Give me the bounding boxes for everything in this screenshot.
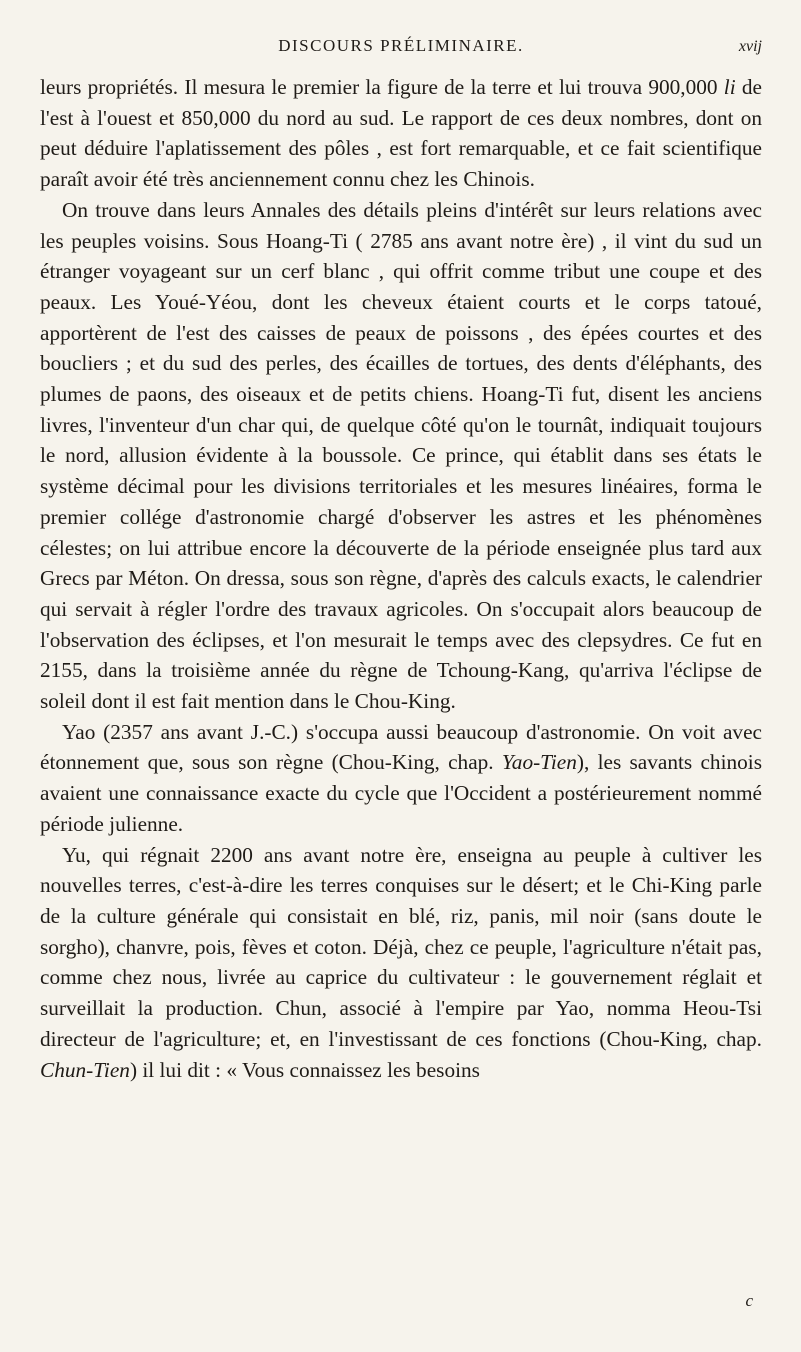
paragraph-1-text-a: leurs propriétés. Il mesura le premier la figure de la terre et lui trouva 900,000	[40, 75, 724, 99]
running-title: DISCOURS PRÉLIMINAIRE.	[278, 36, 524, 55]
paragraph-2-text: On trouve dans leurs Annales des détails pleins d'intérêt sur leurs relations avec les peuples voisins. Sous Hoang-Ti ( 2785 ans avant notre ère) , il vint du sud un étranger voyageant sur un cerf blanc , qui offrit comme tribut une coupe et des peaux. Les Youé-Yéou, dont les cheveux étaient courts et le corps tatoué, apportèrent de l'est des caisses de peaux de poissons , des épées courtes et des boucliers ; et du sud des perles, des écailles de tortues, des dents d'éléphants, des plumes de paons, des oiseaux et de petits chiens. Hoang-Ti fut, disent les anciens livres, l'inventeur d'un char qui, de quelque côté qu'on le tournât, indiquait toujours le nord, allusion évidente à la boussole. Ce prince, qui établit dans ses états le système décimal pour les divisions territoriales et les mesures linéaires, forma le premier collége d'astronomie chargé d'observer les astres et les phénomènes célestes; on lui attribue encore la découverte de la période enseignée plus tard aux Grecs par Méton. On dressa, sous son règne, d'après des calculs exacts, le calendrier qui servait à régler l'ordre des travaux agricoles. On s'occupait alors beaucoup de l'observation des éclipses, et l'on mesurait le temps avec des clepsydres. Ce fut en 2155, dans la troisième année du règne de Tchoung-Kang, qu'arriva l'éclipse de soleil dont il est fait mention dans le Chou-King.	[40, 197, 762, 714]
running-head	[40, 30, 762, 60]
paragraph-3-italic: Yao-Tien	[501, 750, 577, 775]
signature-mark: c	[745, 1291, 753, 1310]
paragraph-4-text-a: Yu, qui régnait 2200 ans avant notre ère, enseigna au peuple à cultiver les nouvelles terres, c'est-à-dire les terres conquises sur le désert; et le Chi-King parle de la culture générale qui consistait en blé, riz, panis, mil noir (sans doute le sorgho), chanvre, pois, fèves et coton. Déjà, chez ce peuple, l'agriculture n'était pas, comme chez nous, livrée au caprice du cultivateur : le gouvernement réglait et surveillait la production. Chun, associé à l'empire par Yao, nomma Heou-Tsi directeur de l'agriculture; et, en l'investissant de ces fonctions (Chou-King, chap.	[40, 842, 762, 1051]
page-number: xvij	[738, 38, 762, 55]
paragraph-1-italic: li	[723, 75, 736, 99]
body-text	[40, 72, 762, 1085]
paragraph-4-text-b: ) il lui dit : « Vous connaissez les besoins	[129, 1057, 480, 1082]
paragraph-1	[40, 72, 762, 195]
paragraph-3	[40, 717, 762, 840]
paragraph-1-text-b: de l'est à l'ouest et 850,000 du nord au sud. Le rapport de ces deux nombres, dont on peut déduire l'aplatissement des pôles , est fort remarquable, et ce fait scientifique paraît avoir été très anciennement connu chez les Chinois.	[40, 75, 762, 192]
paragraph-3-text-b: ), les savants chinois avaient une connaissance exacte du cycle que l'Occident a postérieurement nommé période julienne.	[40, 750, 762, 836]
paragraph-4	[40, 840, 762, 1086]
paragraph-2	[40, 195, 762, 717]
paragraph-4-italic: Chun-Tien	[40, 1057, 130, 1082]
paragraph-3-text-a: Yao (2357 ans avant J.-C.) s'occupa aussi beaucoup d'astronomie. On voit avec étonnement que, sous son règne (Chou-King, chap.	[40, 719, 762, 775]
